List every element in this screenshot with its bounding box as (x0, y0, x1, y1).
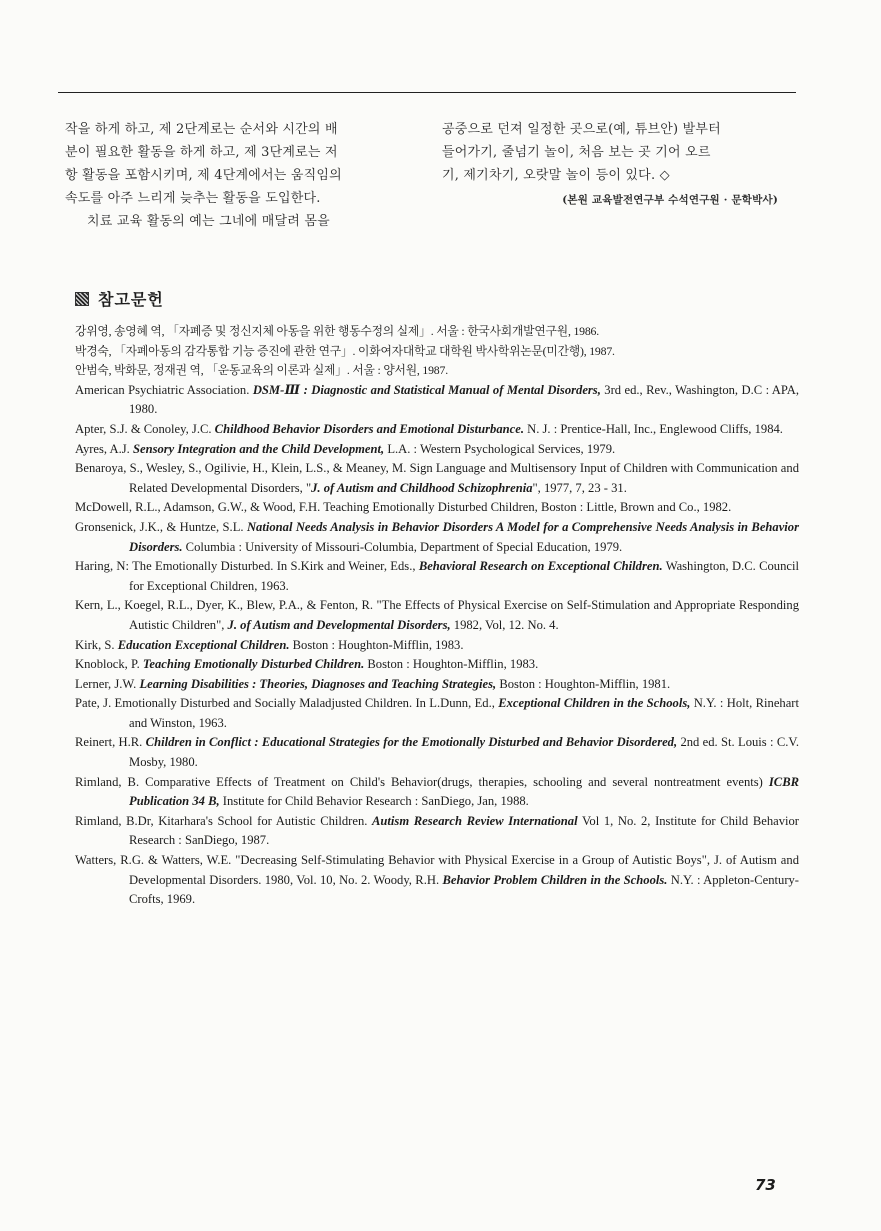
reference-list-english (75, 381, 799, 910)
body-line: 작을 하게 하고, 제 2단계로는 순서와 시간의 배 (65, 122, 338, 137)
reference-publisher: N.Y. : Appleton-Century-Crofts, 1969. (129, 872, 799, 907)
reference-authors: Kern, L., Koegel, R.L., Dyer, K., Blew, P.A., & Fenton, R. "The Effects of Physical Exercise on Self-Stimulation and Appropriate Responding Autistic Children", (75, 598, 799, 632)
references-title: 참고문헌 (98, 290, 164, 309)
reference-item: 안범숙, 박화문, 정재권 역, 「운동교육의 이론과 실제」. 서울 : 양서원, 1987. (75, 363, 448, 378)
reference-item: 박경숙, 「자폐아동의 감각통합 기능 증진에 관한 연구」. 이화여자대학교 대학원 박사학위논문(미간행), 1987. (75, 343, 615, 358)
reference-publisher: Vol 1, No. 2, Institute for Child Behavior Research : SanDiego, 1987. (129, 813, 799, 848)
references-heading (75, 287, 164, 310)
page-number: 73 (755, 1176, 776, 1194)
reference-title: ICBR Publication 34 B, (129, 774, 799, 809)
body-line: 속도를 아주 느리게 늦추는 활동을 도입한다. (65, 191, 321, 206)
reference-item (75, 420, 799, 440)
reference-item (75, 655, 799, 675)
reference-publisher: Washington, D.C. Council for Exceptional Children, 1963. (129, 559, 799, 593)
reference-authors: Knoblock, P. (75, 657, 143, 672)
reference-publisher: 2nd ed. St. Louis : C.V. Mosby, 1980. (129, 735, 800, 770)
reference-title: Childhood Behavior Disorders and Emotional Disturbance. (214, 421, 524, 436)
reference-item (75, 518, 799, 557)
body-line: 공중으로 던져 일정한 곳으로(예, 튜브안) 발부터 (442, 122, 721, 137)
reference-publisher: 3rd ed., Rev., Washington, D.C : APA, 1980. (129, 382, 799, 417)
body-text-left-column (65, 118, 425, 233)
reference-publisher: Boston : Houghton-Mifflin, 1981. (496, 676, 671, 691)
author-affiliation: (본원 교육발전연구부 수석연구원 · 문학박사) (562, 194, 778, 206)
reference-publisher: L.A. : Western Psychological Services, 1979. (384, 441, 616, 456)
body-line: 기, 제기차기, 오랏말 놀이 등이 있다. ◇ (442, 168, 670, 183)
reference-title: Behavior Problem Children in the Schools. (442, 872, 668, 887)
reference-title: Autism Research Review International (372, 813, 578, 828)
reference-authors: Apter, S.J. & Conoley, J.C. (75, 421, 215, 436)
reference-authors: Benaroya, S., Wesley, S., Ogilivie, H., Klein, L.S., & Meaney, M. Sign Language and Multisensory Input of Children with Communication and Related Developmental Disorders, " (75, 461, 799, 495)
reference-item: 강위영, 송영혜 역, 「자폐증 및 정신지체 아동을 위한 행동수정의 실제」. 서울 : 한국사회개발연구원, 1986. (75, 324, 599, 338)
header-rule (58, 92, 796, 93)
reference-authors: Lerner, J.W. (75, 676, 140, 691)
reference-item (75, 851, 799, 910)
reference-authors: Gronsenick, J.K., & Huntze, S.L. (75, 519, 247, 534)
reference-item (75, 557, 799, 596)
body-line: 치료 교육 활동의 예는 그네에 매달려 몸을 (87, 214, 330, 229)
reference-title: Children in Conflict : Educational Strategies for the Emotionally Disturbed and Behavior Disordered, (145, 735, 678, 750)
reference-publisher: N. J. : Prentice-Hall, Inc., Englewood Cliffs, 1984. (523, 421, 783, 436)
reference-publisher: Institute for Child Behavior Research : SanDiego, Jan, 1988. (219, 794, 529, 809)
body-line: 들어가기, 줄넘기 놀이, 처음 보는 곳 기어 오르 (442, 145, 711, 160)
reference-item (75, 459, 799, 498)
reference-item (75, 636, 799, 656)
reference-authors: Ayres, A.J. (75, 441, 133, 456)
reference-title: Education Exceptional Children. (117, 637, 290, 652)
reference-title: Exceptional Children in the Schools, (498, 696, 691, 711)
reference-authors: Watters, R.G. & Watters, W.E. "Decreasing Self-Stimulating Behavior with Physical Exercise in a Group of Autistic Boys", J. of Autism and Developmental Disorders. 1980, Vol. 10, No. 2. Woody, R.H. (75, 853, 799, 887)
reference-title: Teaching Emotionally Disturbed Children. (142, 657, 365, 672)
reference-item (75, 812, 799, 851)
hatched-square-icon (75, 292, 89, 306)
reference-item (75, 773, 799, 812)
reference-item (75, 675, 799, 695)
reference-authors: McDowell, R.L., Adamson, G.W., & Wood, F.H. Teaching Emotionally Disturbed Children, Boston : Little, Brown and Co., 1982. (75, 500, 732, 515)
reference-title: J. of Autism and Developmental Disorders, (227, 617, 451, 632)
reference-publisher: N.Y. : Holt, Rinehart and Winston, 1963. (129, 696, 799, 730)
body-line: 분이 필요한 활동을 하게 하고, 제 3단계로는 저 (65, 145, 338, 160)
reference-title: Behavioral Research on Exceptional Children. (418, 559, 663, 574)
reference-item (75, 694, 799, 733)
reference-authors: Rimland, B. Comparative Effects of Treatment on Child's Behavior(drugs, therapies, schooling and several nontreatment events) (75, 774, 769, 789)
reference-list (75, 322, 799, 910)
body-text-right-column (442, 118, 792, 212)
reference-title: DSM-Ⅲ : Diagnostic and Statistical Manual of Mental Disorders, (252, 382, 601, 397)
reference-title: Learning Disabilities : Theories, Diagnoses and Teaching Strategies, (139, 676, 497, 691)
reference-publisher: 1982, Vol, 12. No. 4. (450, 617, 559, 632)
reference-authors: Reinert, H.R. (75, 735, 146, 750)
reference-title: National Needs Analysis in Behavior Disorders A Model for a Comprehensive Needs Analysis in Behavior Disorders. (129, 519, 800, 554)
reference-authors: Haring, N: The Emotionally Disturbed. In S.Kirk and Weiner, Eds., (75, 559, 419, 574)
reference-item (75, 596, 799, 635)
reference-authors: Pate, J. Emotionally Disturbed and Socially Maladjusted Children. In L.Dunn, Ed., (75, 696, 499, 711)
reference-publisher: ", 1977, 7, 23 - 31. (532, 480, 627, 495)
reference-item (75, 733, 799, 772)
reference-title: Sensory Integration and the Child Development, (132, 441, 385, 456)
reference-authors: Kirk, S. (75, 637, 118, 652)
reference-authors: American Psychiatric Association. (75, 382, 253, 397)
reference-item (75, 440, 799, 460)
reference-title: J. of Autism and Childhood Schizophrenia (311, 480, 533, 495)
reference-publisher: Boston : Houghton-Mifflin, 1983. (289, 637, 464, 652)
reference-publisher: Boston : Houghton-Mifflin, 1983. (364, 657, 539, 672)
reference-publisher: Columbia : University of Missouri-Columbia, Department of Special Education, 1979. (182, 539, 623, 554)
reference-item (75, 381, 799, 420)
reference-authors: Rimland, B.Dr, Kitarhara's School for Autistic Children. (75, 813, 373, 828)
body-line: 항 활동을 포함시키며, 제 4단계에서는 움직임의 (65, 168, 342, 183)
reference-item (75, 498, 799, 518)
